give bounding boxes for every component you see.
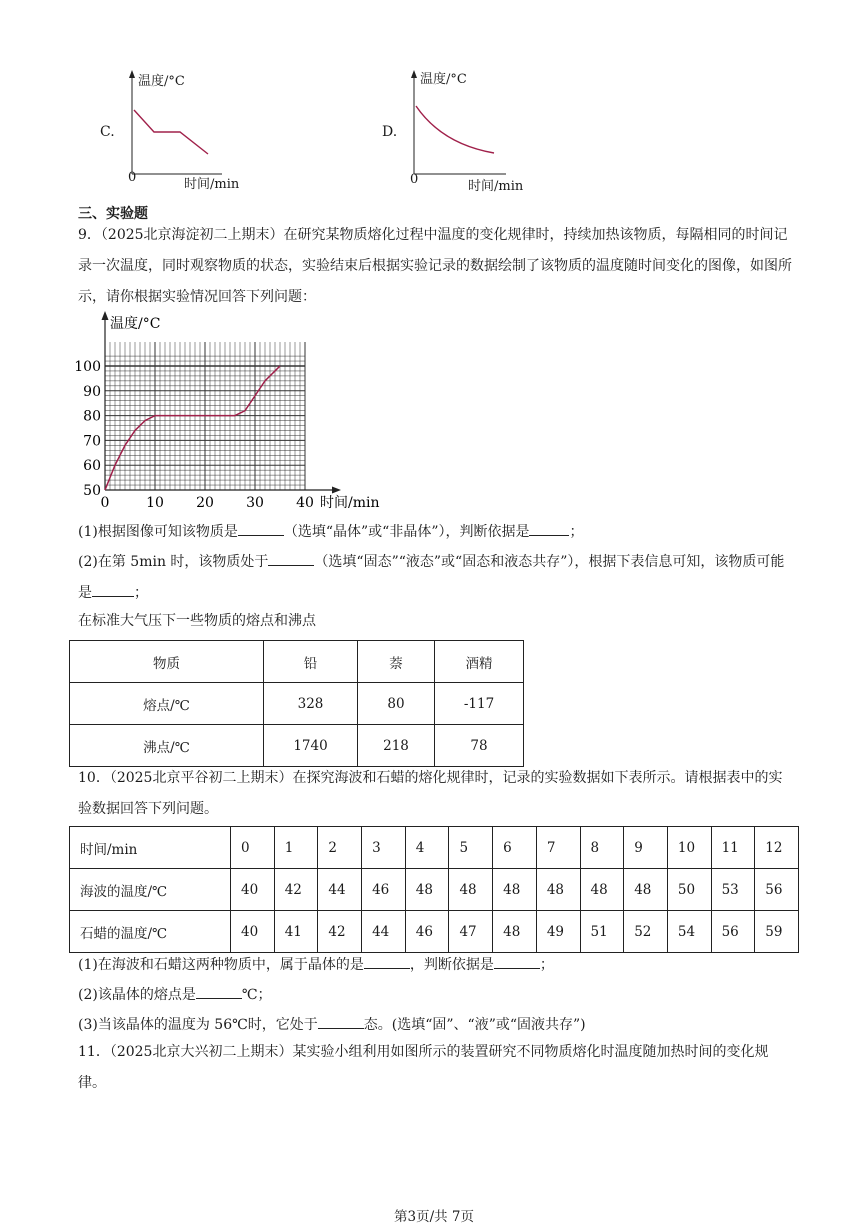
table-cell: 218: [358, 725, 435, 767]
table-cell: 10: [667, 827, 711, 869]
table-row: [70, 869, 799, 911]
table-cell: 51: [580, 911, 624, 953]
table-cell: 48: [493, 911, 537, 953]
table-cell: 44: [362, 911, 406, 953]
option-c-label: C.: [100, 124, 115, 140]
table-row: [70, 827, 799, 869]
table-cell: 41: [274, 911, 318, 953]
q9-intro: 9．（2025北京海淀初二上期末）在研究某物质熔化过程中温度的变化规律时，持续加热该物质，每隔相同的时间记录一次温度，同时观察物质的状态，实验结束后根据实验记录的数据绘制了该物质的温度随时间变化的图像，如图所示，请你根据实验情况回答下列问题：: [78, 227, 792, 305]
option-d-ylabel: 温度/°C: [420, 72, 467, 87]
y-tick-label: 90: [83, 383, 101, 400]
table-cell: 11: [711, 827, 755, 869]
table-cell: 时间/min: [70, 827, 231, 869]
q9-sub2-b: （选填“固态”“液态”或“固态和液态共存”），根据下表信息可知，该物质可能是: [78, 554, 785, 601]
answer-blank[interactable]: [364, 968, 410, 969]
table-row: [70, 683, 524, 725]
q10-sub3: [78, 1015, 586, 1035]
table-cell: 5: [449, 827, 493, 869]
q9-sub1-b: （选填“晶体”或“非晶体”），判断依据是: [283, 524, 530, 540]
q9-sub1-a: (1)根据图像可知该物质是: [78, 524, 238, 540]
table-row: [70, 641, 524, 683]
table-cell: 40: [231, 911, 275, 953]
chart-ylabel: 温度/°C: [110, 316, 161, 332]
table-cell: 40: [231, 869, 275, 911]
y-tick-label: 70: [83, 433, 101, 450]
q9-sub2-a: (2)在第 5min 时，该物质处于: [78, 554, 269, 570]
table-cell: 54: [667, 911, 711, 953]
table-cell: 48: [493, 869, 537, 911]
table-cell: 49: [536, 911, 580, 953]
section-title: 三、实验题: [78, 206, 148, 222]
y-tick-label: 80: [83, 408, 101, 425]
x-tick-label: 20: [196, 495, 214, 511]
q10-sub2-b: ℃；: [241, 987, 272, 1003]
y-tick-label: 60: [83, 458, 101, 475]
table-cell: 328: [264, 683, 358, 725]
table-cell: 海波的温度/℃: [70, 869, 231, 911]
q11-intro: 11．（2025北京大兴初二上期末）某实验小组利用如图所示的装置研究不同物质熔化时温度随加热时间的变化规律。: [78, 1044, 769, 1091]
table-cell: 42: [274, 869, 318, 911]
q10-intro: 10．（2025北京平谷初二上期末）在探究海波和石蜡的熔化规律时，记录的实验数据如下表所示。请根据表中的实验数据回答下列问题。: [78, 770, 783, 817]
table-cell: 3: [362, 827, 406, 869]
y-tick-label: 100: [74, 359, 101, 375]
q10-sub2: [78, 985, 272, 1005]
table-cell: -117: [435, 683, 524, 725]
answer-blank[interactable]: [318, 1028, 364, 1029]
table-cell: 42: [318, 911, 362, 953]
x-tick-label: 30: [246, 495, 264, 511]
table-cell: 石蜡的温度/℃: [70, 911, 231, 953]
table-cell: 59: [755, 911, 799, 953]
table-cell: 52: [624, 911, 668, 953]
answer-blank[interactable]: [494, 968, 540, 969]
table-cell: 46: [405, 911, 449, 953]
q10-sub1: [78, 955, 554, 975]
table-cell: 沸点/℃: [70, 725, 264, 767]
q10-sub1-c: ；: [539, 957, 554, 973]
answer-blank[interactable]: [92, 596, 134, 597]
table-cell: 48: [580, 869, 624, 911]
table-cell: 80: [358, 683, 435, 725]
q9-sub1-c: ；: [569, 524, 584, 540]
table-header-cell: 萘: [358, 641, 435, 683]
answer-blank[interactable]: [268, 565, 314, 566]
q10-sub1-b: ，判断依据是: [409, 957, 494, 973]
table-cell: 2: [318, 827, 362, 869]
option-d-origin: 0: [410, 172, 419, 187]
x-tick-label: 10: [146, 495, 164, 511]
table-cell: 50: [667, 869, 711, 911]
y-axis-arrow: [102, 311, 109, 320]
q9-sub2: [78, 547, 794, 609]
q10-sub3-b: 态。(选填“固”、“液”或“固液共存”): [363, 1017, 586, 1033]
melting-boiling-table: [69, 640, 524, 767]
table-cell: 8: [580, 827, 624, 869]
q9-table-caption: 在标准大气压下一些物质的熔点和沸点: [78, 613, 316, 629]
table-cell: 48: [449, 869, 493, 911]
table-cell: 12: [755, 827, 799, 869]
table-header-cell: 物质: [70, 641, 264, 683]
table-cell: 7: [536, 827, 580, 869]
chart-xlabel: 时间/min: [320, 495, 380, 511]
table-cell: 78: [435, 725, 524, 767]
table-cell: 0: [231, 827, 275, 869]
q9-sub1: [78, 522, 583, 542]
option-d-label: D.: [382, 124, 398, 140]
answer-blank[interactable]: [529, 535, 569, 536]
y-tick-label: 50: [83, 483, 101, 499]
option-c-xlabel: 时间/min: [184, 177, 240, 192]
q10-sub3-a: (3)当该晶体的温度为 56℃时，它处于: [78, 1017, 318, 1033]
table-cell: 48: [405, 869, 449, 911]
table-cell: 56: [755, 869, 799, 911]
q10-sub1-a: (1)在海波和石蜡这两种物质中，属于晶体的是: [78, 957, 364, 973]
q9-temperature-chart: [68, 308, 388, 514]
table-cell: 56: [711, 911, 755, 953]
page-footer: 第3页/共 7页: [393, 1209, 475, 1225]
table-cell: 1740: [264, 725, 358, 767]
x-axis-arrow: [332, 487, 341, 494]
table-header-cell: 铅: [264, 641, 358, 683]
x-tick-label: 40: [296, 495, 314, 511]
option-d-xlabel: 时间/min: [468, 179, 524, 194]
q9-sub2-c: ；: [134, 585, 148, 601]
table-row: [70, 725, 524, 767]
table-cell: 9: [624, 827, 668, 869]
table-cell: 53: [711, 869, 755, 911]
table-cell: 48: [536, 869, 580, 911]
x-tick-label: 0: [100, 495, 110, 511]
table-cell: 47: [449, 911, 493, 953]
answer-blank[interactable]: [238, 535, 284, 536]
haibo-shila-table: [69, 826, 799, 953]
table-cell: 1: [274, 827, 318, 869]
answer-blank[interactable]: [196, 998, 242, 999]
temperature-curve: [105, 366, 280, 490]
option-c-ylabel: 温度/°C: [138, 74, 185, 89]
table-cell: 熔点/℃: [70, 683, 264, 725]
option-c-origin: 0: [128, 170, 137, 185]
table-cell: 44: [318, 869, 362, 911]
table-cell: 6: [493, 827, 537, 869]
table-row: [70, 911, 799, 953]
table-cell: 48: [624, 869, 668, 911]
table-header-cell: 酒精: [435, 641, 524, 683]
table-cell: 46: [362, 869, 406, 911]
table-cell: 4: [405, 827, 449, 869]
q10-sub2-a: (2)该晶体的熔点是: [78, 987, 196, 1003]
